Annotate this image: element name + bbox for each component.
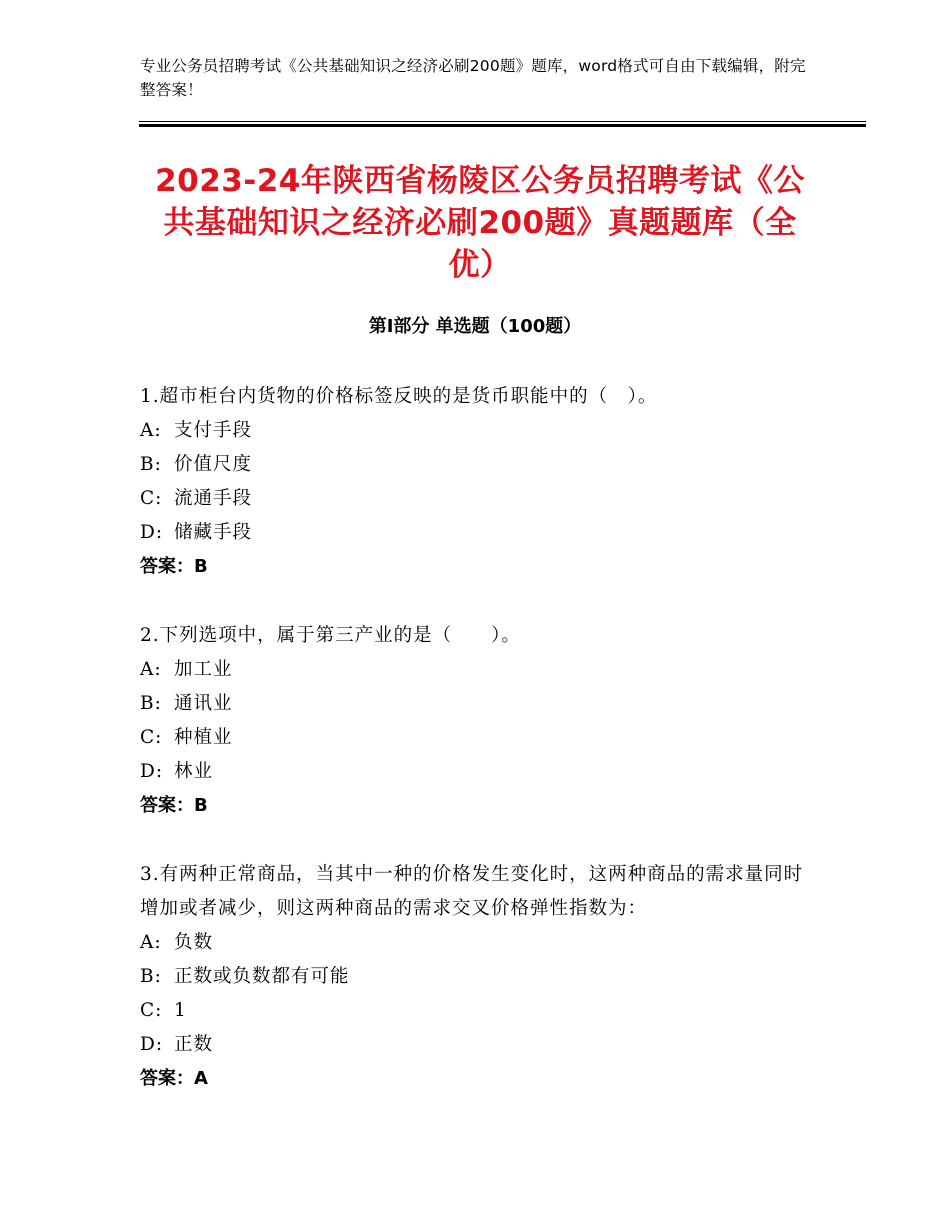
option-key: A: (140, 420, 162, 441)
question-1 (140, 380, 820, 584)
option-a (140, 926, 820, 960)
option-key: A: (140, 932, 162, 953)
option-c (140, 994, 820, 1028)
section-title: 第Ⅰ部分 单选题（100题） (368, 316, 582, 337)
option-c (140, 482, 820, 516)
option-key: B: (140, 693, 162, 714)
option-text: 储藏手段 (174, 522, 253, 543)
option-text: 价值尺度 (174, 454, 253, 475)
option-d (140, 755, 820, 789)
option-key: C: (140, 1000, 163, 1021)
option-key: C: (140, 727, 163, 748)
answer-line: 答案：A (140, 1068, 208, 1089)
option-b (140, 687, 820, 721)
option-b (140, 960, 820, 994)
answer-line: 答案：B (140, 795, 208, 816)
option-text: 种植业 (174, 727, 233, 748)
option-text: 正数或负数都有可能 (174, 966, 350, 987)
document-title: 2023-24年陕西省杨陵区公务员招聘考试《公共基础知识之经济必刷200题》真题题库（全优） (155, 163, 805, 283)
question-3 (140, 858, 820, 1096)
option-d (140, 516, 820, 550)
option-c (140, 721, 820, 755)
option-key: B: (140, 454, 162, 475)
header-note: 专业公务员招聘考试《公共基础知识之经济必刷200题》题库，word格式可自由下载编辑，附完整答案！ (140, 57, 806, 99)
option-b (140, 448, 820, 482)
option-text: 支付手段 (174, 420, 253, 441)
option-key: B: (140, 966, 162, 987)
option-a (140, 653, 820, 687)
option-a (140, 414, 820, 448)
option-key: D: (140, 761, 164, 782)
question-stem: 3.有两种正常商品，当其中一种的价格发生变化时，这两种商品的需求量同时增加或者减少，则这两种商品的需求交叉价格弹性指数为： (140, 864, 804, 919)
question-stem: 2.下列选项中，属于第三产业的是（ ）。 (140, 625, 521, 646)
question-2 (140, 619, 820, 823)
option-d (140, 1028, 820, 1062)
option-text: 通讯业 (174, 693, 233, 714)
option-key: D: (140, 522, 164, 543)
question-stem: 1.超市柜台内货物的价格标签反映的是货币职能中的（ ）。 (140, 386, 658, 407)
option-text: 林业 (174, 761, 214, 782)
option-text: 加工业 (174, 659, 233, 680)
header-divider-thin (139, 121, 866, 122)
answer-line: 答案：B (140, 556, 208, 577)
option-text: 流通手段 (174, 488, 253, 509)
option-text: 1 (174, 1000, 187, 1021)
option-text: 负数 (174, 932, 214, 953)
option-key: D: (140, 1034, 164, 1055)
header-divider-thick (139, 124, 866, 127)
option-key: C: (140, 488, 163, 509)
option-text: 正数 (174, 1034, 214, 1055)
option-key: A: (140, 659, 162, 680)
